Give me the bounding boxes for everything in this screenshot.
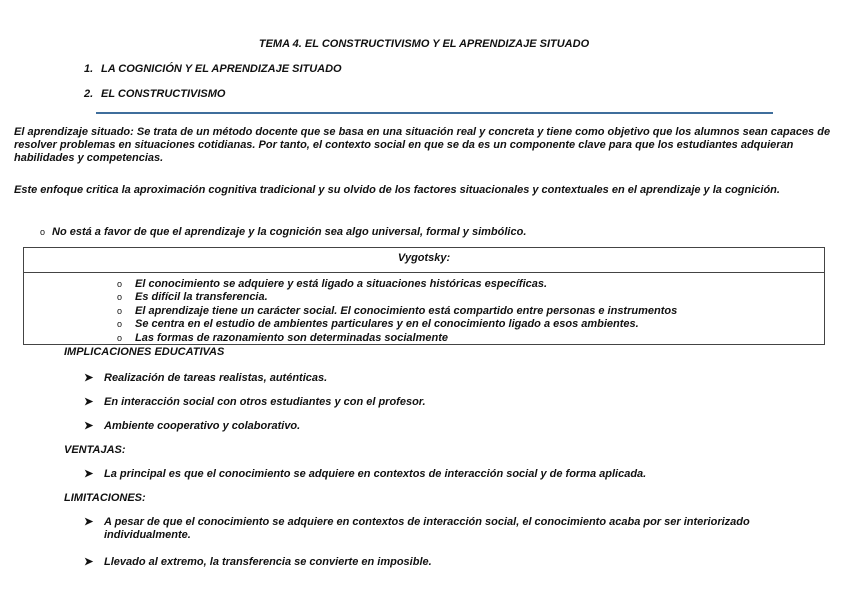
circle-bullet-icon: o: [40, 227, 46, 237]
numbered-item-1: [84, 63, 342, 76]
arrow-bullet-icon: ➤: [84, 556, 94, 568]
circle-bullet-icon: o: [117, 292, 123, 303]
list-item: [117, 318, 677, 331]
list-item: [117, 291, 677, 304]
list-item-text: La principal es que el conocimiento se adquiere en contextos de interacción social y de forma aplicada.: [104, 468, 647, 480]
circle-bullet-item: [40, 226, 526, 239]
horizontal-rule: [96, 112, 773, 114]
arrow-bullet-icon: ➤: [84, 372, 94, 384]
implicaciones-item-1: [84, 372, 824, 385]
list-item-text: El conocimiento se adquiere y está ligado a situaciones históricas específicas.: [135, 278, 548, 290]
ventajas-heading: VENTAJAS:: [64, 444, 126, 456]
arrow-bullet-icon: ➤: [84, 396, 94, 408]
vygotsky-table: [23, 247, 825, 345]
numbered-item-number: 2.: [84, 88, 94, 100]
limitaciones-item-2: [84, 556, 824, 569]
circle-bullet-icon: o: [117, 319, 123, 330]
numbered-item-2: [84, 88, 225, 101]
list-item-text: En interacción social con otros estudiantes y con el profesor.: [104, 396, 426, 408]
implicaciones-item-2: [84, 396, 824, 409]
ventajas-item-1: [84, 468, 824, 481]
document-title: TEMA 4. EL CONSTRUCTIVISMO Y EL APRENDIZAJE SITUADO: [258, 38, 590, 50]
list-item: [117, 305, 677, 318]
circle-bullet-icon: o: [117, 279, 123, 289]
list-item-text: Llevado al extremo, la transferencia se convierte en imposible.: [104, 556, 432, 568]
arrow-bullet-icon: ➤: [84, 468, 94, 480]
list-item-text: Ambiente cooperativo y colaborativo.: [104, 420, 301, 432]
numbered-item-text: LA COGNICIÓN Y EL APRENDIZAJE SITUADO: [101, 63, 342, 75]
list-item-text: Es difícil la transferencia.: [135, 291, 268, 304]
vygotsky-list: [117, 278, 677, 345]
paragraph-aprendizaje-situado: El aprendizaje situado: Se trata de un método docente que se basa en una situación real y concreta y tiene como objetivo que los alumnos sean capaces de resolver problemas en situaciones cotidianas. Por tanto, el contexto social en que se da es un componente clave para que los estudiantes adquieran habilidades y competencias.: [14, 126, 831, 164]
list-item-text: El aprendizaje tiene un carácter social. El conocimiento está compartido entre personas e instrumentos: [135, 304, 678, 317]
arrow-bullet-icon: ➤: [84, 516, 94, 528]
circle-bullet-icon: o: [117, 305, 123, 316]
list-item-text: Realización de tareas realistas, auténticas.: [104, 372, 328, 384]
list-item: [117, 278, 677, 291]
numbered-item-text: EL CONSTRUCTIVISMO: [101, 88, 226, 100]
limitaciones-item-1: [84, 516, 824, 542]
vygotsky-heading: Vygotsky:: [24, 248, 824, 273]
list-item-text: Las formas de razonamiento son determinadas socialmente: [135, 331, 448, 344]
list-item-text: Se centra en el estudio de ambientes particulares y en el conocimiento ligado a esos ambientes.: [135, 318, 639, 331]
limitaciones-heading: LIMITACIONES:: [64, 492, 146, 504]
list-item-text: A pesar de que el conocimiento se adquiere en contextos de interacción social, el conocimiento acaba por ser interiorizado individualmente.: [104, 516, 750, 541]
circle-bullet-text: No está a favor de que el aprendizaje y la cognición sea algo universal, formal y simbólico.: [52, 226, 527, 238]
implicaciones-heading: IMPLICACIONES EDUCATIVAS: [64, 346, 225, 358]
numbered-item-number: 1.: [84, 63, 94, 75]
list-item: [117, 332, 677, 345]
arrow-bullet-icon: ➤: [84, 420, 94, 432]
paragraph-enfoque: Este enfoque critica la aproximación cognitiva tradicional y su olvido de los factores situacionales y contextuales en el aprendizaje y la cognición.: [14, 184, 780, 196]
implicaciones-item-3: [84, 420, 824, 433]
circle-bullet-icon: o: [117, 332, 123, 343]
